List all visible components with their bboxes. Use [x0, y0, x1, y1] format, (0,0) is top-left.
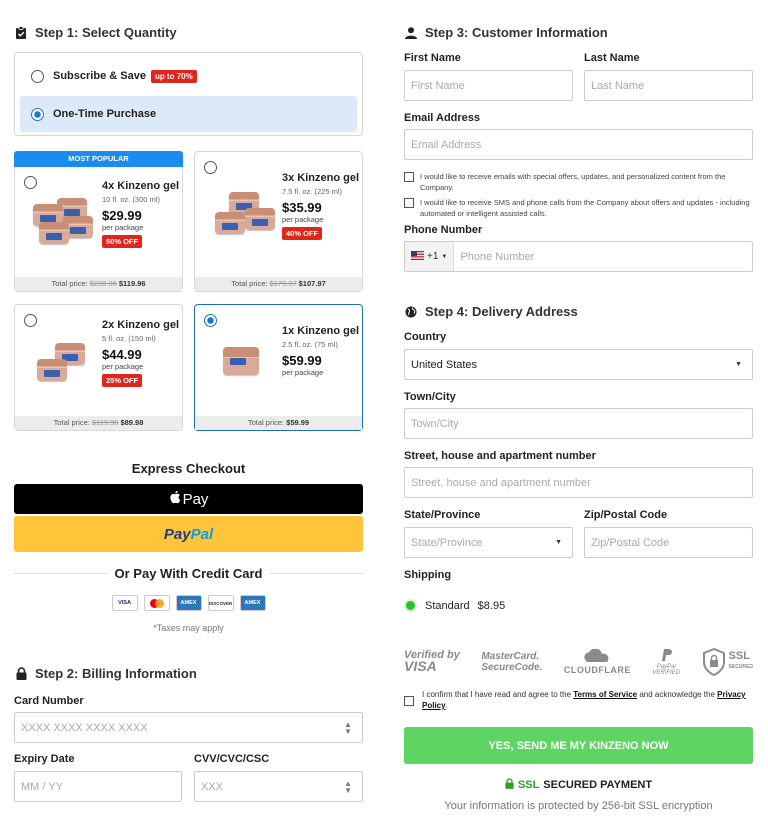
product-name: 2x Kinzeno gel [102, 319, 180, 331]
country-label: Country [404, 331, 447, 343]
product-volume: 10 fl. oz. (300 ml) [102, 195, 160, 204]
country-code-selector[interactable] [405, 242, 454, 271]
submit-order-button[interactable]: YES, SEND ME MY KINZENO NOW [404, 727, 753, 764]
city-input[interactable] [404, 408, 753, 439]
city-label: Town/City [404, 391, 456, 403]
secured-payment [404, 778, 753, 792]
shipping-label: Shipping [404, 569, 452, 581]
product-image-2x [29, 339, 95, 391]
step2-title-text: Step 2: Billing Information [35, 666, 197, 681]
chevron-down-icon: ▼ [735, 361, 742, 368]
one-time-radio[interactable] [31, 108, 44, 121]
amex-icon: AMEX [240, 595, 266, 611]
paypal-p-icon [659, 648, 673, 662]
total-price: Total price: $59.99 [195, 416, 362, 430]
lock-icon [505, 778, 514, 792]
amex-icon: AMEX [176, 595, 202, 611]
accepted-cards [14, 595, 363, 611]
most-popular-ribbon: MOST POPULAR [14, 151, 183, 167]
taxes-note: *Taxes may apply [153, 623, 224, 633]
zip-input[interactable] [584, 527, 753, 558]
ssl-label: SSL [517, 779, 540, 791]
step4-title [404, 304, 578, 319]
total-price: Total price: $179.97 $107.97 [195, 277, 362, 291]
product-volume: 5 fl. oz. (150 ml) [102, 334, 156, 343]
lock-icon [14, 667, 28, 681]
chevron-down-icon: ▼ [441, 253, 448, 260]
product-card-1x[interactable] [194, 304, 363, 431]
globe-icon [404, 305, 418, 319]
paypal-label-1: Pay [163, 525, 191, 543]
product-card-4x[interactable] [14, 151, 183, 292]
terms-text: I confirm that I have read and agree to the Terms of Service and acknowledge the Privacy Policy. [422, 690, 746, 710]
product-price: $35.99 [282, 200, 322, 215]
per-package: per package [282, 368, 324, 377]
product-name: 3x Kinzeno gel [282, 172, 360, 184]
step4-title-text: Step 4: Delivery Address [425, 304, 578, 319]
purchase-type-box [14, 52, 363, 136]
express-checkout-title: Express Checkout [131, 461, 246, 476]
subscribe-radio[interactable] [31, 70, 44, 83]
or-pay-title: Or Pay With Credit Card [114, 566, 263, 581]
product-radio-4x[interactable] [24, 176, 37, 189]
country-code: +1 [427, 251, 439, 262]
state-placeholder: State/Province [411, 536, 483, 549]
apple-pay-label: Pay [182, 490, 209, 508]
cvv-stepper-icon: ▲ ▼ [344, 779, 352, 795]
discount-badge: 50% OFF [102, 235, 142, 248]
shipping-option-label: Standard [425, 599, 470, 612]
product-price: $29.99 [102, 208, 142, 223]
shipping-price: $8.95 [477, 599, 506, 612]
shipping-option[interactable] [404, 599, 505, 612]
paypal-button[interactable] [14, 516, 363, 552]
product-image-4x [29, 194, 95, 246]
verified-by-visa-logo: Verified by VISA [404, 649, 460, 674]
mastercard-securecode-logo: MasterCard. SecureCode. [481, 651, 543, 673]
or-pay-divider [14, 566, 363, 581]
product-name: 1x Kinzeno gel [282, 325, 360, 337]
email-placeholder: Email Address [411, 138, 482, 151]
product-image-3x [209, 190, 275, 242]
subscribe-label: Subscribe & Save [53, 70, 146, 82]
step1-title [14, 25, 177, 40]
phone-input[interactable] [404, 241, 753, 272]
product-volume: 7.5 fl. oz. (225 ml) [282, 187, 343, 196]
discount-badge: 25% OFF [102, 374, 142, 387]
consent-sms-checkbox[interactable] [404, 198, 414, 208]
consent-email-row [404, 171, 753, 193]
card-number-input[interactable] [14, 712, 363, 743]
product-radio-2x[interactable] [24, 314, 37, 327]
paypal-label-2: Pal [190, 525, 214, 543]
per-package: per package [102, 223, 144, 232]
country-value: United States [411, 358, 478, 371]
first-name-input[interactable] [404, 70, 573, 101]
last-name-input[interactable] [584, 70, 753, 101]
mastercard-icon [144, 595, 170, 611]
consent-email-checkbox[interactable] [404, 172, 414, 182]
paypal-verified-logo: PayPal VERIFIED [652, 648, 680, 676]
cvv-placeholder: XXX [201, 780, 224, 793]
street-input[interactable] [404, 467, 753, 498]
zip-label: Zip/Postal Code [584, 509, 668, 521]
product-card-2x[interactable] [14, 304, 183, 431]
privacy-policy-link[interactable]: Privacy Policy [422, 690, 746, 710]
street-placeholder: Street, house and apartment number [411, 476, 591, 489]
apple-icon [169, 490, 181, 508]
terms-checkbox[interactable] [404, 696, 414, 706]
product-price: $59.99 [282, 353, 322, 368]
clipboard-check-icon [14, 26, 28, 40]
subscribe-badge: up to 70% [151, 70, 197, 83]
first-name-label: First Name [404, 52, 461, 64]
expiry-label: Expiry Date [14, 753, 75, 765]
first-name-placeholder: First Name [411, 79, 465, 92]
chevron-down-icon: ▼ [555, 539, 562, 546]
one-time-label: One-Time Purchase [53, 108, 157, 120]
terms-confirm-row [404, 689, 753, 711]
discount-badge: 40% OFF [282, 227, 322, 240]
email-label: Email Address [404, 112, 481, 124]
card-number-stepper-icon: ▲ ▼ [344, 720, 352, 736]
discover-icon: DISCOVER [208, 595, 234, 611]
cloudflare-logo: CLOUDFLARE [564, 649, 631, 675]
user-icon [404, 26, 418, 40]
secured-payment-text: SECURED PAYMENT [543, 779, 653, 791]
step3-title [404, 25, 608, 40]
total-price: Total price: $119.98 $89.98 [15, 416, 182, 430]
ssl-secured-logo: SSL SECURED [702, 648, 753, 676]
product-price: $44.99 [102, 347, 142, 362]
product-image-1x [209, 341, 275, 393]
trust-badges [404, 646, 753, 678]
consent-sms-row [404, 197, 753, 219]
country-select[interactable] [404, 349, 753, 380]
step1-title-text: Step 1: Select Quantity [35, 25, 177, 40]
per-package: per package [282, 215, 324, 224]
expiry-input[interactable] [14, 771, 182, 802]
last-name-placeholder: Last Name [591, 79, 645, 92]
state-select[interactable] [404, 527, 573, 558]
zip-placeholder: Zip/Postal Code [591, 536, 670, 549]
card-number-placeholder: XXXX XXXX XXXX XXXX [21, 721, 148, 734]
consent-email-text: I would like to receive emails with special offers, updates, and personalized content from the Company. [420, 172, 726, 192]
cloud-icon [580, 649, 614, 663]
cvv-input[interactable] [194, 771, 363, 802]
one-time-option[interactable] [20, 96, 357, 132]
expiry-placeholder: MM / YY [21, 780, 63, 793]
phone-label: Phone Number [404, 224, 483, 236]
product-radio-3x[interactable] [204, 161, 217, 174]
product-name: 4x Kinzeno gel [102, 180, 180, 192]
card-number-label: Card Number [14, 695, 84, 707]
product-radio-1x[interactable] [204, 314, 217, 327]
us-flag-icon [411, 251, 424, 263]
email-input[interactable] [404, 129, 753, 160]
state-label: State/Province [404, 509, 481, 521]
apple-pay-button[interactable] [14, 484, 363, 514]
cvv-label: CVV/CVC/CSC [194, 753, 270, 765]
consent-sms-text: I would like to receive SMS and phone calls from the Company about offers and updates - including automated or intelligent assisted calls. [420, 198, 750, 218]
street-label: Street, house and apartment number [404, 450, 596, 462]
last-name-label: Last Name [584, 52, 640, 64]
city-placeholder: Town/City [411, 417, 459, 430]
shipping-radio[interactable] [404, 599, 417, 612]
product-card-3x[interactable] [194, 151, 363, 292]
encryption-note: Your information is protected by 256-bit SSL encryption [444, 800, 713, 812]
per-package: per package [102, 362, 144, 371]
shield-lock-icon [702, 648, 726, 676]
step3-title-text: Step 3: Customer Information [425, 25, 608, 40]
visa-icon: VISA [112, 595, 138, 611]
product-volume: 2.5 fl. oz. (75 ml) [282, 340, 338, 349]
total-price: Total price: $239.96 $119.96 [15, 277, 182, 291]
step2-title [14, 666, 197, 681]
terms-of-service-link[interactable]: Terms of Service [573, 690, 638, 699]
subscribe-option[interactable] [20, 58, 357, 94]
phone-placeholder: Phone Number [460, 250, 535, 263]
